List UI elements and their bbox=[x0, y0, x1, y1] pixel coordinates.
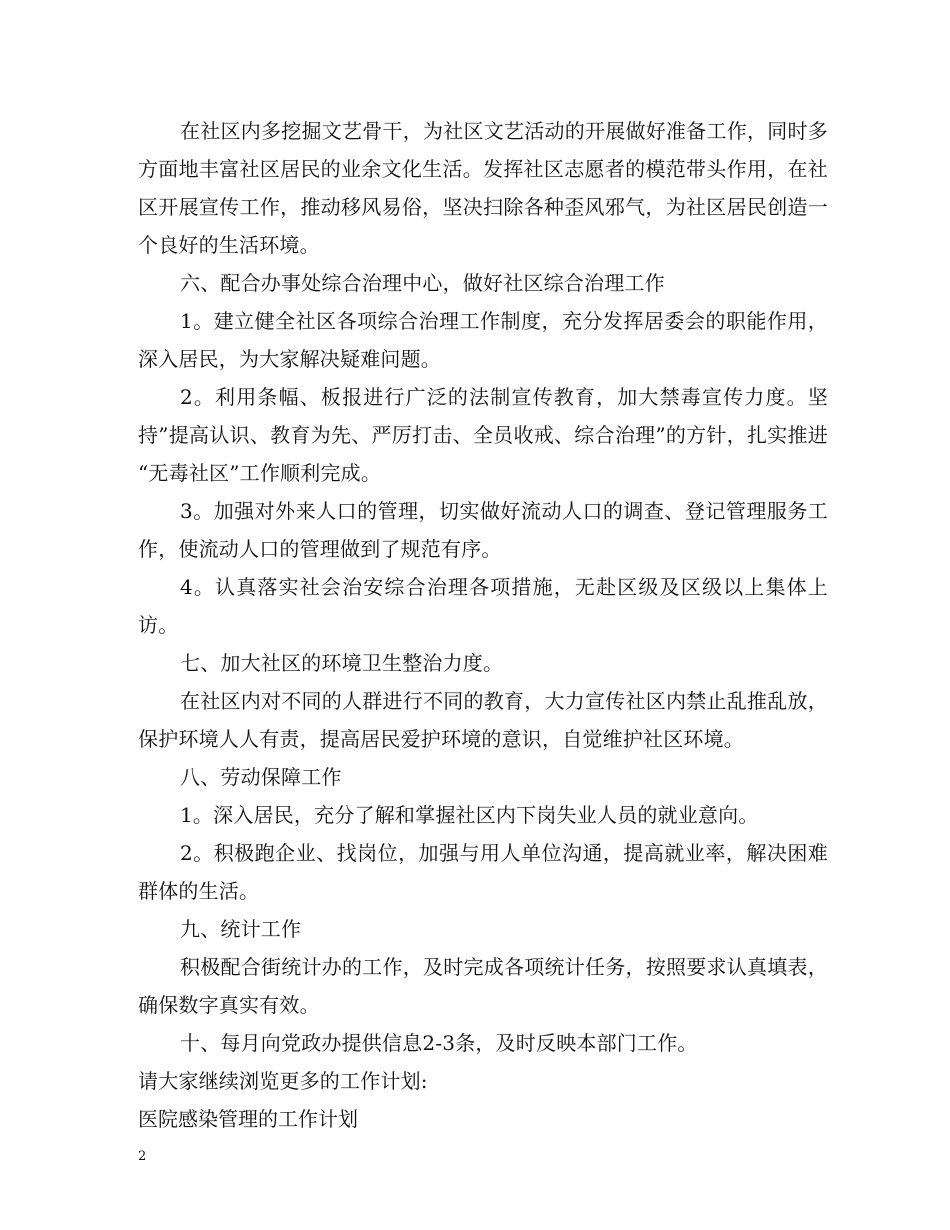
related-plan-link[interactable]: 医院感染管理的工作计划 bbox=[138, 1107, 358, 1131]
list-item-six-4: 4。认真落实社会治安综合治理各项措施，无赴区级及区级以上集体上访。 bbox=[138, 575, 828, 637]
paragraph-statistics: 积极配合街统计办的工作，及时完成各项统计任务，按照要求认真填表，确保数字真实有效。 bbox=[138, 955, 828, 1017]
section-heading-six: 六、配合办事处综合治理中心，做好社区综合治理工作 bbox=[180, 271, 665, 295]
list-item-eight-2: 2。积极跑企业、找岗位，加强与用人单位沟通，提高就业率，解决困难群体的生活。 bbox=[138, 841, 828, 903]
list-item-six-2: 2。利用条幅、板报进行广泛的法制宣传教育，加大禁毒宣传力度。坚持”提高认识、教育为先、严厉打击、全员收戒、综合治理”的方针，扎实推进 “无毒社区”工作顺利完成。 bbox=[138, 385, 828, 485]
more-plans-prompt: 请大家继续浏览更多的工作计划: bbox=[138, 1069, 428, 1093]
paragraph-culture: 在社区内多挖掘文艺骨干，为社区文艺活动的开展做好准备工作，同时多方面地丰富社区居民的业余文化生活。发挥社区志愿者的模范带头作用，在社区开展宣传工作，推动移风易俗，坚决扫除各种歪风邪气，为社区居民创造一个良好的生活环境。 bbox=[138, 119, 828, 257]
paragraph-environment: 在社区内对不同的人群进行不同的教育，大力宣传社区内禁止乱推乱放，保护环境人人有责，提高居民爱护环境的意识，自觉维护社区环境。 bbox=[138, 689, 828, 751]
list-item-six-1: 1。建立健全社区各项综合治理工作制度，充分发挥居委会的职能作用，深入居民，为大家解决疑难问题。 bbox=[138, 309, 828, 371]
list-item-six-3: 3。加强对外来人口的管理，切实做好流动人口的调查、登记管理服务工作，使流动人口的管理做到了规范有序。 bbox=[138, 499, 828, 561]
section-heading-seven: 七、加大社区的环境卫生整治力度。 bbox=[180, 651, 504, 675]
section-heading-ten: 十、每月向党政办提供信息2-3条，及时反映本部门工作。 bbox=[180, 1031, 698, 1055]
section-heading-nine: 九、统计工作 bbox=[180, 917, 302, 941]
section-heading-eight: 八、劳动保障工作 bbox=[180, 765, 342, 789]
list-item-eight-1: 1。深入居民，充分了解和掌握社区内下岗失业人员的就业意向。 bbox=[180, 803, 759, 827]
page-number: 2 bbox=[138, 1149, 147, 1164]
document-body bbox=[138, 112, 828, 1138]
